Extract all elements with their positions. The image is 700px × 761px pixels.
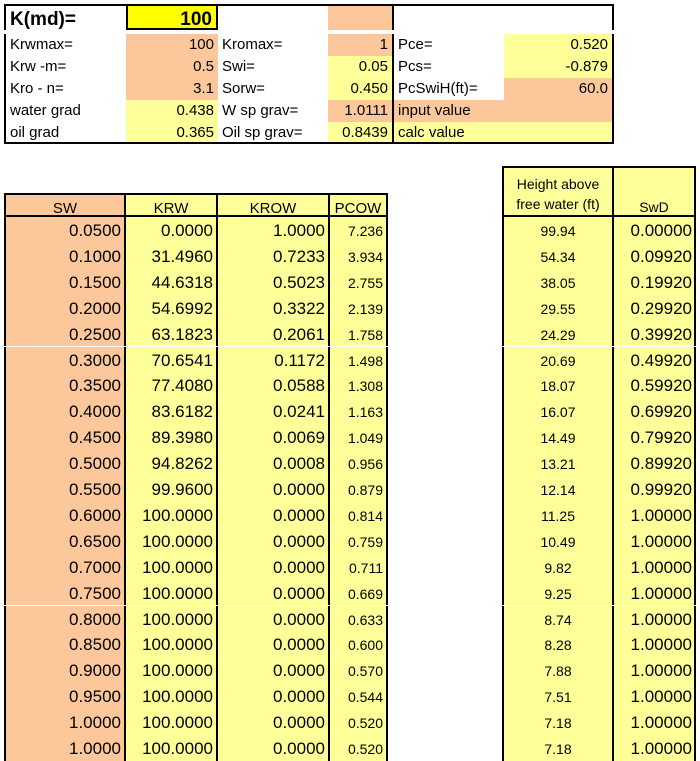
k-value-cell[interactable]: 100 bbox=[126, 4, 218, 30]
param-label-b-label: Swi= bbox=[218, 56, 328, 78]
cell-height: 38.05 bbox=[502, 269, 612, 295]
cell-sw: 1.0000 bbox=[4, 709, 124, 735]
cell-swd: 1.00000 bbox=[612, 528, 696, 554]
cell-swd: 0.39920 bbox=[612, 321, 696, 347]
cell-krw: 31.4960 bbox=[124, 243, 216, 269]
cell-pcow: 2.755 bbox=[328, 269, 388, 295]
cell-krow: 0.0000 bbox=[216, 502, 328, 528]
cell-pcow: 1.308 bbox=[328, 372, 388, 398]
cell-krow: 0.0000 bbox=[216, 606, 328, 632]
cell-height: 9.82 bbox=[502, 554, 612, 580]
cell-krow: 0.0008 bbox=[216, 450, 328, 476]
header-krow: KROW bbox=[216, 193, 328, 217]
param-label-a-label: Krwmax= bbox=[4, 34, 126, 56]
cell-pcow: 0.956 bbox=[328, 450, 388, 476]
cell-krw: 100.0000 bbox=[124, 683, 216, 709]
cell-height: 11.25 bbox=[502, 502, 612, 528]
cell-sw: 0.8000 bbox=[4, 606, 124, 632]
cell-height: 10.49 bbox=[502, 528, 612, 554]
cell-pcow: 2.139 bbox=[328, 295, 388, 321]
cell-pcow: 7.236 bbox=[328, 217, 388, 243]
cell-krw: 100.0000 bbox=[124, 735, 216, 761]
cell-sw: 1.0000 bbox=[4, 735, 124, 761]
param-label-a-label: Krw -m= bbox=[4, 56, 126, 78]
cell-height: 16.07 bbox=[502, 398, 612, 424]
cell-sw: 0.7000 bbox=[4, 554, 124, 580]
header-height-line1: Height above bbox=[516, 176, 600, 192]
cell-swd: 1.00000 bbox=[612, 502, 696, 528]
header-height-above-free-water bbox=[502, 166, 612, 217]
cell-pcow: 0.759 bbox=[328, 528, 388, 554]
cell-swd: 1.00000 bbox=[612, 631, 696, 657]
header-pcow: PCOW bbox=[328, 193, 388, 217]
cell-krow: 1.0000 bbox=[216, 217, 328, 243]
cell-krow: 0.0588 bbox=[216, 372, 328, 398]
cell-swd: 0.19920 bbox=[612, 269, 696, 295]
cell-height: 20.69 bbox=[502, 347, 612, 373]
param-value-b-value[interactable]: 0.05 bbox=[328, 56, 392, 78]
cell-krw: 100.0000 bbox=[124, 580, 216, 606]
cell-height: 7.18 bbox=[502, 735, 612, 761]
param-label-c-label: calc value bbox=[392, 122, 504, 144]
cell-swd: 1.00000 bbox=[612, 735, 696, 761]
cell-pcow: 0.814 bbox=[328, 502, 388, 528]
header-height-line2: free water (ft) bbox=[516, 196, 600, 213]
cell-krw: 94.8262 bbox=[124, 450, 216, 476]
header-sw: SW bbox=[4, 193, 124, 217]
cell-krw: 0.0000 bbox=[124, 217, 216, 243]
param-label-b-label: Sorw= bbox=[218, 78, 328, 100]
cell-sw: 0.6000 bbox=[4, 502, 124, 528]
cell-swd: 0.00000 bbox=[612, 217, 696, 243]
cell-pcow: 1.758 bbox=[328, 321, 388, 347]
cell-pcow: 1.049 bbox=[328, 424, 388, 450]
header-swd: SwD bbox=[612, 166, 696, 217]
param-value-c-value[interactable]: 0.520 bbox=[504, 34, 614, 56]
param-value-a-value[interactable]: 100 bbox=[126, 34, 218, 56]
cell-swd: 0.79920 bbox=[612, 424, 696, 450]
cell-height: 24.29 bbox=[502, 321, 612, 347]
cell-height: 7.51 bbox=[502, 683, 612, 709]
param-label-b-label: Oil sp grav= bbox=[218, 122, 328, 144]
param-value-c-value[interactable]: 60.0 bbox=[504, 78, 614, 100]
cell-height: 9.25 bbox=[502, 580, 612, 606]
cell-swd: 0.09920 bbox=[612, 243, 696, 269]
cell-height: 99.94 bbox=[502, 217, 612, 243]
cell-swd: 0.59920 bbox=[612, 372, 696, 398]
cell-krow: 0.0000 bbox=[216, 554, 328, 580]
parameter-block bbox=[0, 0, 700, 148]
cell-krw: 99.9600 bbox=[124, 476, 216, 502]
cell-krow: 0.0000 bbox=[216, 735, 328, 761]
cell-krw: 100.0000 bbox=[124, 631, 216, 657]
header-krw: KRW bbox=[124, 193, 216, 217]
param-label-b-label: Kromax= bbox=[218, 34, 328, 56]
cell-swd: 0.89920 bbox=[612, 450, 696, 476]
cell-pcow: 0.879 bbox=[328, 476, 388, 502]
param-label-c-label: PcSwiH(ft)= bbox=[392, 78, 504, 100]
cell-sw: 0.3000 bbox=[4, 347, 124, 373]
cell-height: 29.55 bbox=[502, 295, 612, 321]
param-label-c-label: input value bbox=[392, 100, 504, 122]
cell-krw: 100.0000 bbox=[124, 657, 216, 683]
cell-krow: 0.0241 bbox=[216, 398, 328, 424]
cell-sw: 0.6500 bbox=[4, 528, 124, 554]
cell-height: 7.18 bbox=[502, 709, 612, 735]
param-label-a-label: water grad bbox=[4, 100, 126, 122]
cell-height: 12.14 bbox=[502, 476, 612, 502]
cell-height: 8.28 bbox=[502, 631, 612, 657]
cell-pcow: 0.669 bbox=[328, 580, 388, 606]
k-label: K(md)= bbox=[4, 4, 126, 30]
cell-krow: 0.2061 bbox=[216, 321, 328, 347]
cell-krow: 0.0000 bbox=[216, 657, 328, 683]
param-value-a-value[interactable]: 0.438 bbox=[126, 100, 218, 122]
cell-krw: 100.0000 bbox=[124, 709, 216, 735]
param-value-c-value[interactable] bbox=[504, 122, 614, 144]
cell-sw: 0.0500 bbox=[4, 217, 124, 243]
cell-sw: 0.1500 bbox=[4, 269, 124, 295]
cell-sw: 0.9000 bbox=[4, 657, 124, 683]
cell-pcow: 1.498 bbox=[328, 347, 388, 373]
blank-cell bbox=[392, 4, 614, 30]
cell-swd: 1.00000 bbox=[612, 657, 696, 683]
cell-krow: 0.3322 bbox=[216, 295, 328, 321]
cell-krow: 0.0000 bbox=[216, 683, 328, 709]
cell-pcow: 0.633 bbox=[328, 606, 388, 632]
cell-krw: 89.3980 bbox=[124, 424, 216, 450]
cell-sw: 0.3500 bbox=[4, 372, 124, 398]
blank-cell bbox=[218, 4, 328, 30]
cell-krow: 0.0069 bbox=[216, 424, 328, 450]
cell-krw: 44.6318 bbox=[124, 269, 216, 295]
cell-krw: 100.0000 bbox=[124, 528, 216, 554]
param-label-c-label: Pcs= bbox=[392, 56, 504, 78]
cell-height: 7.88 bbox=[502, 657, 612, 683]
cell-pcow: 0.711 bbox=[328, 554, 388, 580]
cell-sw: 0.8500 bbox=[4, 631, 124, 657]
cell-sw: 0.5000 bbox=[4, 450, 124, 476]
cell-krw: 70.6541 bbox=[124, 347, 216, 373]
cell-swd: 0.99920 bbox=[612, 476, 696, 502]
cell-krow: 0.5023 bbox=[216, 269, 328, 295]
param-value-b-value[interactable]: 1.0111 bbox=[328, 100, 392, 122]
cell-krw: 63.1823 bbox=[124, 321, 216, 347]
cell-sw: 0.7500 bbox=[4, 580, 124, 606]
cell-pcow: 0.520 bbox=[328, 735, 388, 761]
cell-krow: 0.0000 bbox=[216, 631, 328, 657]
cell-pcow: 0.600 bbox=[328, 631, 388, 657]
cell-sw: 0.4500 bbox=[4, 424, 124, 450]
blank-input-cell[interactable] bbox=[328, 4, 392, 30]
cell-krow: 0.1172 bbox=[216, 347, 328, 373]
cell-swd: 1.00000 bbox=[612, 709, 696, 735]
cell-sw: 0.9500 bbox=[4, 683, 124, 709]
cell-krw: 77.4080 bbox=[124, 372, 216, 398]
param-value-a-value[interactable]: 3.1 bbox=[126, 78, 218, 100]
cell-sw: 0.4000 bbox=[4, 398, 124, 424]
cell-height: 8.74 bbox=[502, 606, 612, 632]
cell-krw: 54.6992 bbox=[124, 295, 216, 321]
cell-swd: 1.00000 bbox=[612, 554, 696, 580]
cell-krow: 0.0000 bbox=[216, 476, 328, 502]
cell-pcow: 3.934 bbox=[328, 243, 388, 269]
param-label-b-label: W sp grav= bbox=[218, 100, 328, 122]
param-value-c-value[interactable]: -0.879 bbox=[504, 56, 614, 78]
cell-krow: 0.0000 bbox=[216, 580, 328, 606]
cell-height: 18.07 bbox=[502, 372, 612, 398]
cell-krow: 0.7233 bbox=[216, 243, 328, 269]
param-value-c-value[interactable] bbox=[504, 100, 614, 122]
cell-swd: 0.49920 bbox=[612, 347, 696, 373]
cell-height: 54.34 bbox=[502, 243, 612, 269]
cell-height: 14.49 bbox=[502, 424, 612, 450]
cell-swd: 1.00000 bbox=[612, 683, 696, 709]
param-value-a-value[interactable]: 0.5 bbox=[126, 56, 218, 78]
cell-swd: 0.69920 bbox=[612, 398, 696, 424]
cell-sw: 0.2000 bbox=[4, 295, 124, 321]
cell-pcow: 1.163 bbox=[328, 398, 388, 424]
cell-krow: 0.0000 bbox=[216, 528, 328, 554]
param-value-a-value[interactable]: 0.365 bbox=[126, 122, 218, 144]
param-value-b-value[interactable]: 1 bbox=[328, 34, 392, 56]
cell-pcow: 0.570 bbox=[328, 657, 388, 683]
cell-pcow: 0.544 bbox=[328, 683, 388, 709]
cell-krw: 100.0000 bbox=[124, 502, 216, 528]
cell-krow: 0.0000 bbox=[216, 709, 328, 735]
cell-krw: 100.0000 bbox=[124, 606, 216, 632]
cell-height: 13.21 bbox=[502, 450, 612, 476]
cell-sw: 0.2500 bbox=[4, 321, 124, 347]
cell-pcow: 0.520 bbox=[328, 709, 388, 735]
param-label-a-label: oil grad bbox=[4, 122, 126, 144]
cell-sw: 0.1000 bbox=[4, 243, 124, 269]
param-value-b-value[interactable]: 0.8439 bbox=[328, 122, 392, 144]
cell-swd: 1.00000 bbox=[612, 580, 696, 606]
param-label-a-label: Kro - n= bbox=[4, 78, 126, 100]
cell-swd: 1.00000 bbox=[612, 606, 696, 632]
cell-krw: 100.0000 bbox=[124, 554, 216, 580]
param-value-b-value[interactable]: 0.450 bbox=[328, 78, 392, 100]
cell-sw: 0.5500 bbox=[4, 476, 124, 502]
cell-krw: 83.6182 bbox=[124, 398, 216, 424]
param-label-c-label: Pce= bbox=[392, 34, 504, 56]
cell-swd: 0.29920 bbox=[612, 295, 696, 321]
